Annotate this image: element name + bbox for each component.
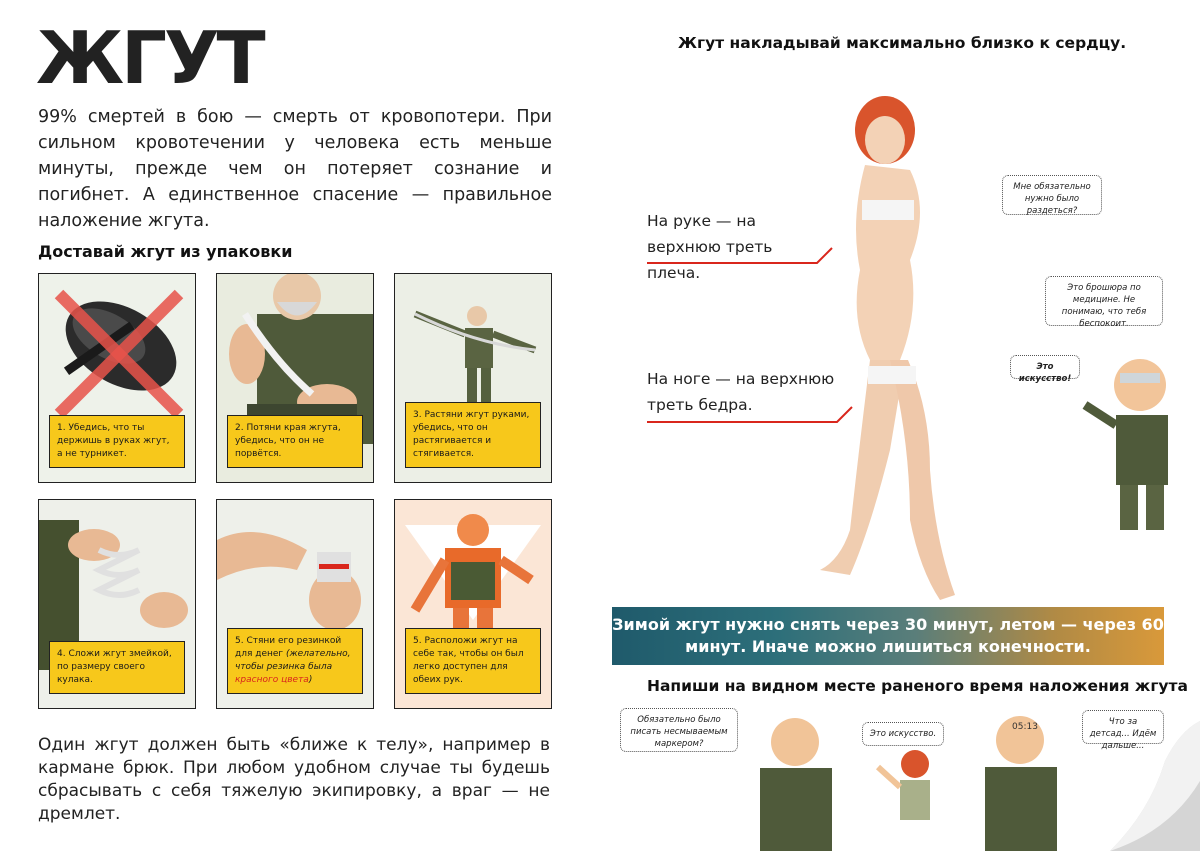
- panel-4-caption: 4. Сложи жгут змейкой, по размеру своего кулака.: [49, 641, 185, 694]
- instruction-panels: [38, 273, 554, 709]
- time-limit-banner: Зимой жгут нужно снять через 30 минут, летом — через 60 минут. Иначе можно лишиться конечности.: [612, 607, 1164, 665]
- panel-5: [216, 499, 374, 709]
- speech-bubble-marker: Обязательно было писать несмываемым маркером?: [620, 708, 738, 752]
- speech-bubble-undress: Мне обязательно нужно было раздеться?: [1002, 175, 1102, 215]
- leg-label: На ноге — на верхнюю треть бедра.: [647, 370, 835, 414]
- speech-bubble-art: Это искусство!: [1010, 355, 1080, 379]
- speech-bubble-kindergarten: Что за детсад... Идём дальше...: [1082, 710, 1164, 744]
- bottom-heading: Напиши на видном месте раненого время наложения жгута: [647, 677, 1188, 695]
- figure-illustration: [790, 90, 980, 610]
- panel-5-caption: 5. Стяни его резинкой для денег (желательно, чтобы резинка была красного цвета): [227, 628, 363, 694]
- bottom-characters-illustration: [720, 712, 1100, 851]
- panel-2: [216, 273, 374, 483]
- right-page: [600, 0, 1200, 851]
- medic-character-illustration: [1080, 345, 1190, 535]
- speech-bubble-brochure: Это брошюра по медицине. Не понимаю, что тебя беспокоит.: [1045, 276, 1163, 326]
- forehead-time: 05:13: [1012, 722, 1038, 732]
- intro-paragraph: 99% смертей в бою — смерть от кровопотери. При сильном кровотечении у человека есть меньше минуты, прежде чем он потеряет сознание и погибнет. А единственное спасение — правильное наложение жгута.: [38, 107, 552, 231]
- panel-2-caption: 2. Потяни края жгута, убедись, что он не порвётся.: [227, 415, 363, 468]
- right-heading: Жгут накладывай максимально близко к сердцу.: [678, 34, 1127, 52]
- arm-label-underline: [647, 245, 837, 269]
- arm-label: На руке — на верхнюю треть плеча.: [647, 212, 773, 282]
- panel-3: [394, 273, 552, 483]
- section-heading: Доставай жгут из упаковки: [38, 242, 293, 261]
- page-title: ЖГУТ: [36, 16, 263, 100]
- panel-1-caption: 1. Убедись, что ты держишь в руках жгут, а не турникет.: [49, 415, 185, 468]
- panel-4: [38, 499, 196, 709]
- panel-1: [38, 273, 196, 483]
- page-curl: [1110, 721, 1200, 851]
- outro-paragraph: Один жгут должен быть «ближе к телу», например в кармане брюк. При любом удобном случае ты будешь сбрасывать с себя тяжелую экипировку, а враг — не дремлет.: [38, 735, 550, 824]
- speech-bubble-art-2: Это искусство.: [862, 722, 944, 746]
- panel-6-caption: 5. Расположи жгут на себе так, чтобы он был легко доступен для обеих рук.: [405, 628, 541, 694]
- leg-label-underline: [647, 404, 857, 428]
- panel-3-caption: 3. Растяни жгут руками, убедись, что он растягивается и стягивается.: [405, 402, 541, 468]
- panel-6: [394, 499, 552, 709]
